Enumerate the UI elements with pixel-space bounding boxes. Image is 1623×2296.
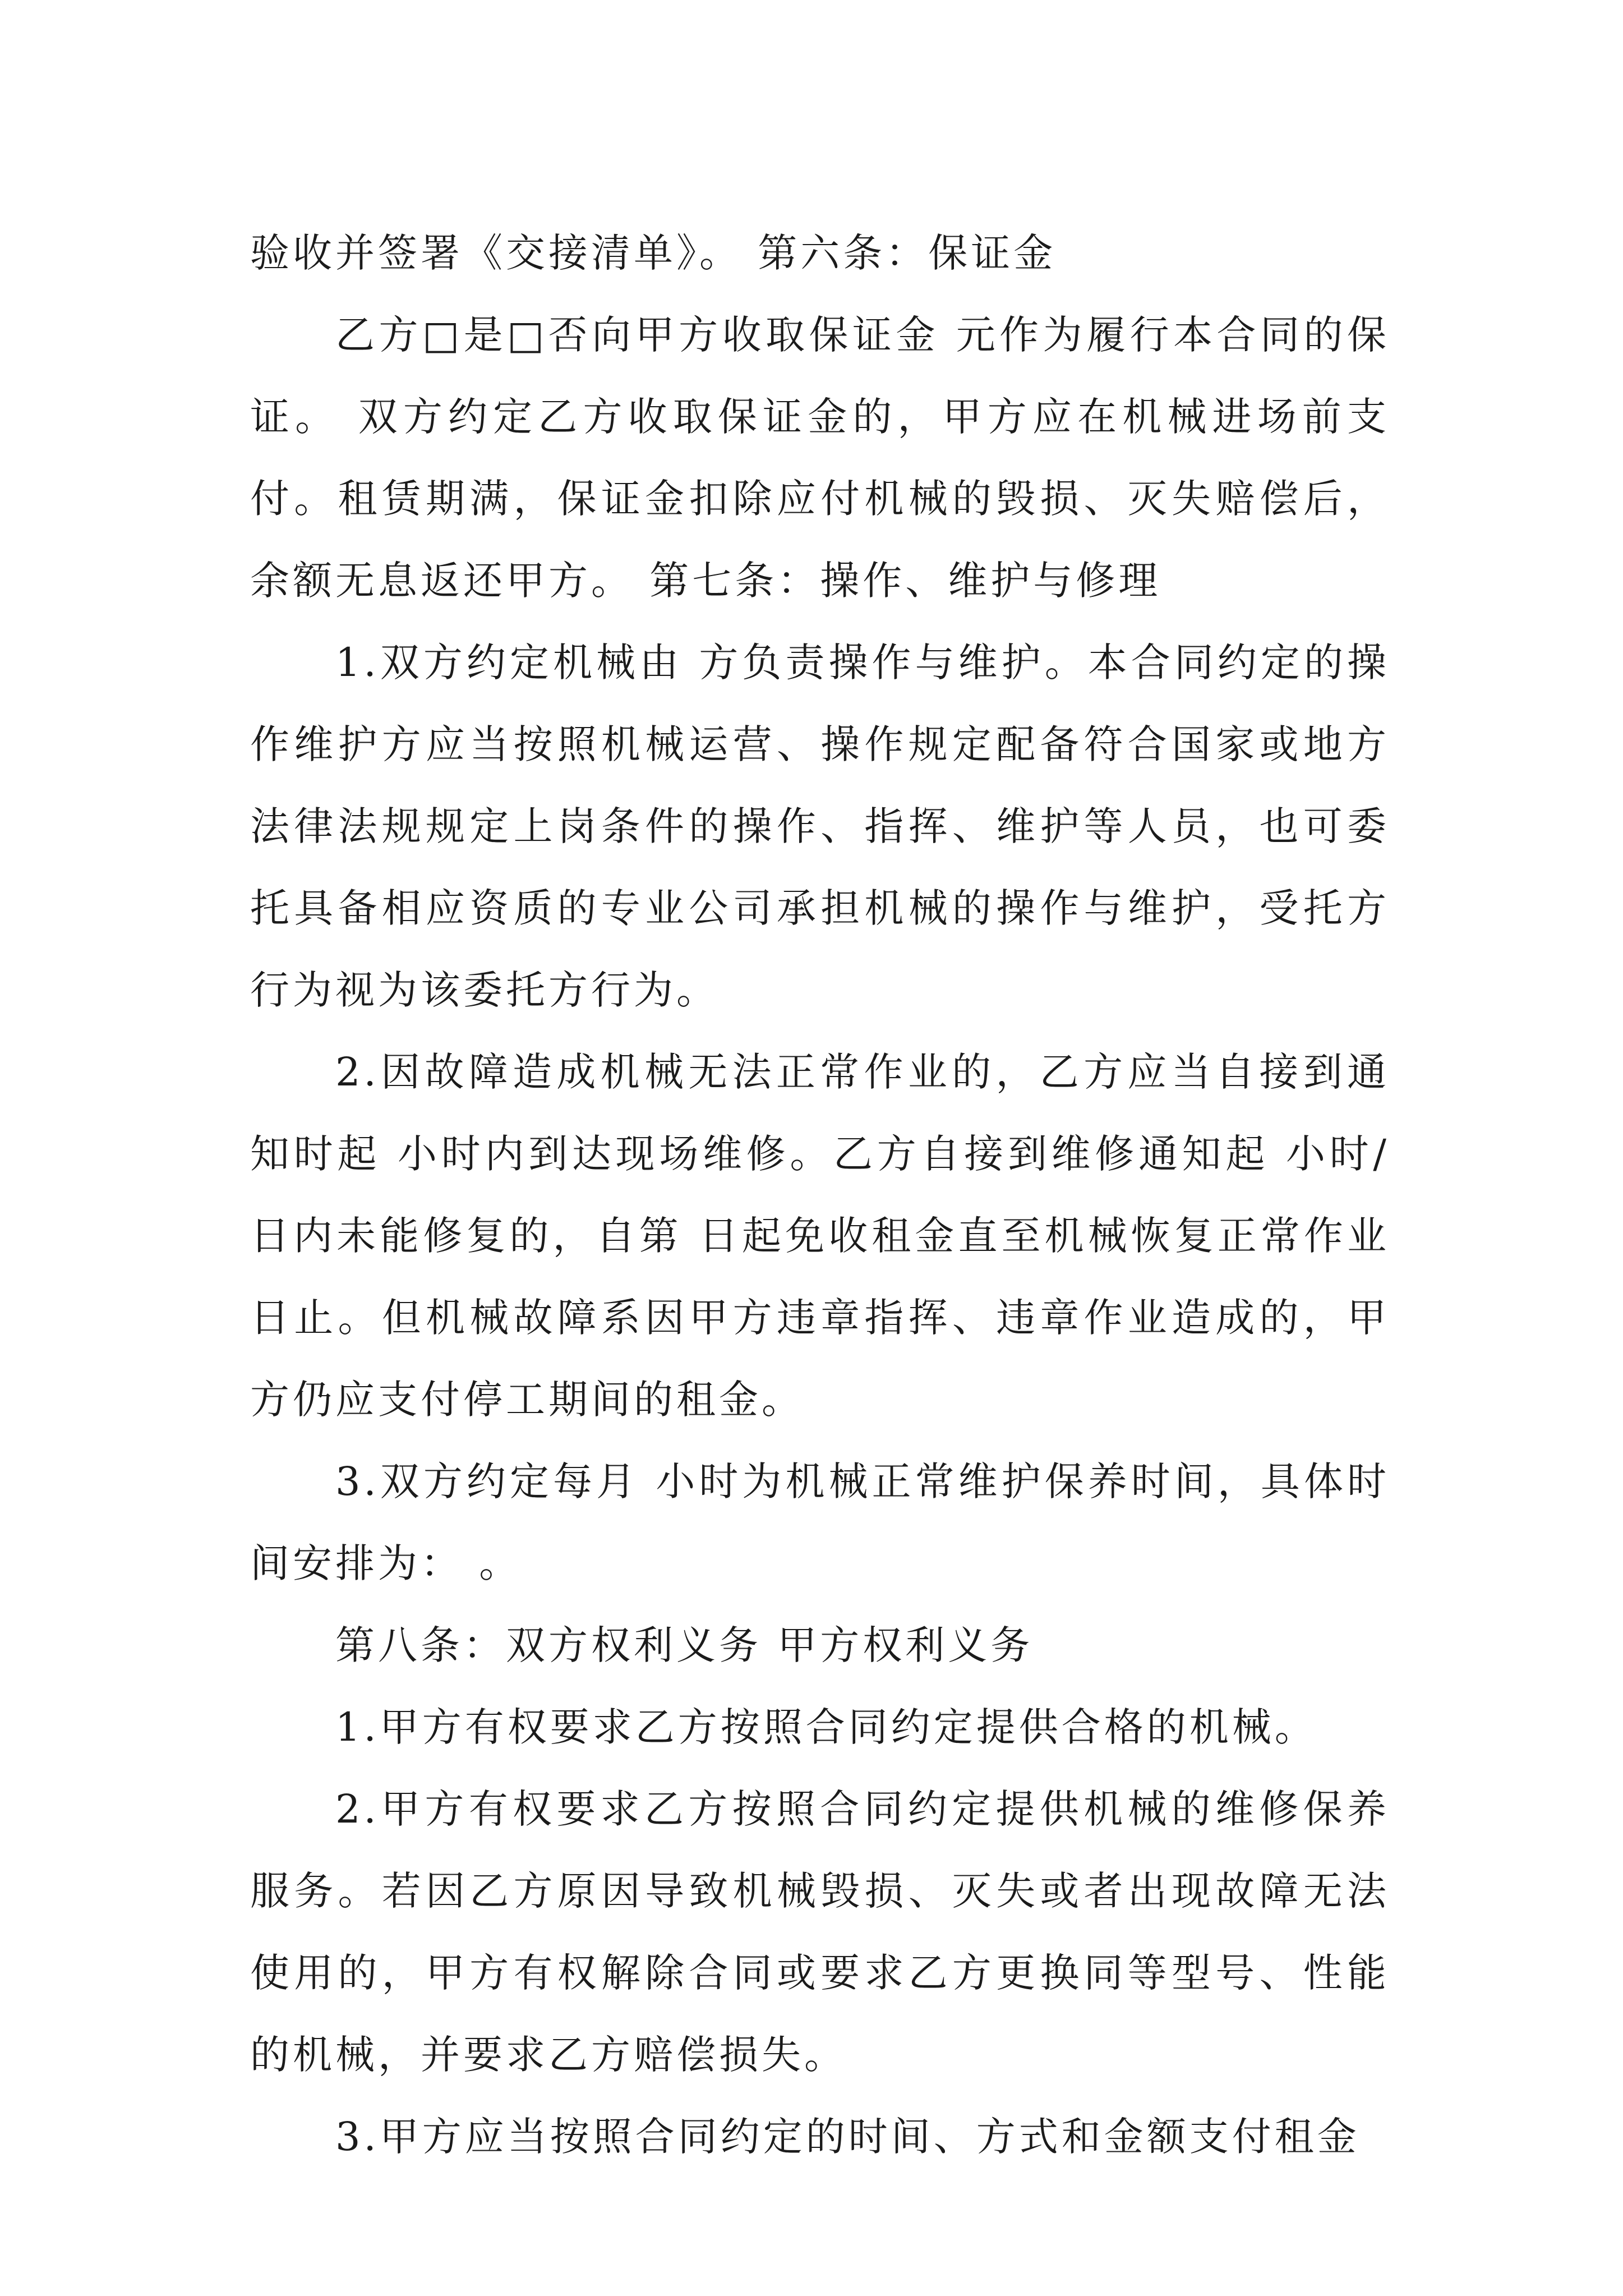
paragraph-operation-maintenance: 1.双方约定机械由 方负责操作与维护。本合同约定的操作维护方应当按照机械运营、操作规定配备符合国家或地方法律法规规定上岗条件的操作、指挥、维护等人员，也可委托具备相应资质的专业公司承担机械的操作与维护，受托方行为视为该委托方行为。 — [250, 639, 1390, 1013]
document-body — [250, 212, 1390, 2178]
paragraph-deposit: 乙方□是□否向甲方收取保证金 元作为履行本合同的保证。 双方约定乙方收取保证金的，甲方应在机械进场前支付。租赁期满，保证金扣除应付机械的毁损、灭失赔偿后，余额无息返还甲方。 第七条：操作、维护与修理 — [250, 312, 1390, 604]
paragraph-party-a-right-2: 2.甲方有权要求乙方按照合同约定提供机械的维修保养服务。若因乙方原因导致机械毁损、灭失或者出现故障无法使用的，甲方有权解除合同或要求乙方更换同等型号、性能的机械，并要求乙方赔偿损失。 — [250, 1786, 1390, 2078]
paragraph-section-8-heading: 第八条：双方权利义务 甲方权利义务 — [335, 1622, 1034, 1668]
paragraph-party-a-right-3: 3.甲方应当按照合同约定的时间、方式和金额支付租金 — [335, 2114, 1360, 2160]
paragraph-section-6-heading: 验收并签署《交接清单》。 第六条：保证金 — [250, 230, 1057, 276]
paragraph-fault-repair: 2.因故障造成机械无法正常作业的，乙方应当自接到通知时起 小时内到达现场维修。乙方自接到维修通知起 小时/日内未能修复的，自第 日起免收租金直至机械恢复正常作业日止。但机械故障系因甲方违章指挥、违章作业造成的，甲方仍应支付停工期间的租金。 — [250, 1049, 1390, 1423]
paragraph-party-a-right-1: 1.甲方有权要求乙方按照合同约定提供合格的机械。 — [335, 1704, 1317, 1750]
paragraph-maintenance-time: 3.双方约定每月 小时为机械正常维护保养时间，具体时间安排为： 。 — [250, 1458, 1390, 1586]
